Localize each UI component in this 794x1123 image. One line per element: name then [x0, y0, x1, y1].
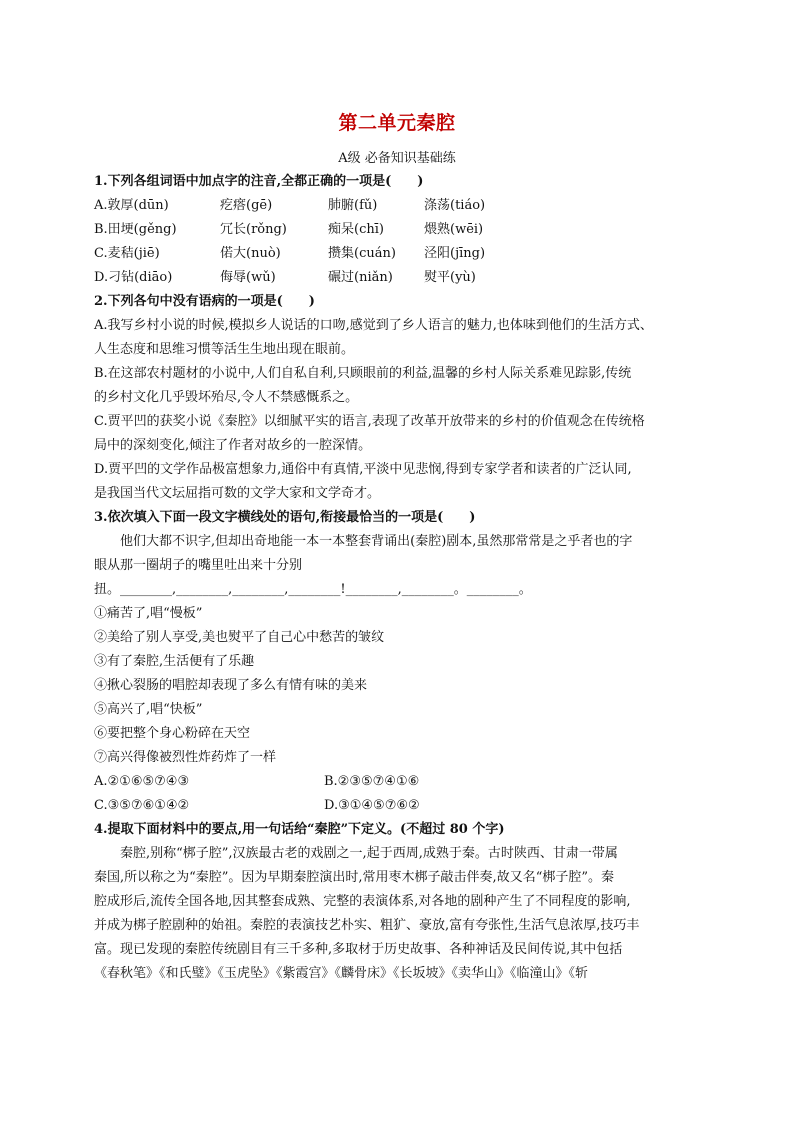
question-3-option-row — [94, 794, 704, 818]
question-3-option: C.③⑤⑦⑥①④② — [94, 798, 190, 813]
question-3-item: ④揪心裂肠的唱腔却表现了多么有情有味的美来 — [94, 678, 368, 693]
question-1-option-row — [94, 218, 704, 242]
option-word: 泾阳(jīng) — [424, 246, 486, 261]
option-word: C.麦秸(jiē) — [94, 246, 160, 261]
question-3-passage-line: 他们大都不识字,但却出奇地能一本一本整套背诵出(秦腔)剧本,虽然那常常是之乎者也的字 — [120, 534, 633, 549]
option-word: A.敦厚(dūn) — [94, 198, 169, 213]
question-4-passage-line: 富。现已发现的秦腔传统剧目有三千多种,多取材于历史故事、各种神话及民间传说,其中包括 — [94, 942, 623, 957]
question-2-line: 人生态度和思维习惯等活生生地出现在眼前。 — [94, 342, 355, 357]
option-word: D.刁钻(diāo) — [94, 270, 173, 285]
question-3-passage-line: 眼从那一圈胡子的嘴里吐出来十分别 — [94, 558, 303, 573]
document-content — [94, 170, 704, 986]
question-4-passage-line: 腔成形后,流传全国各地,因其整套成熟、完整的表演体系,对各地的剧种产生了不同程度的影响, — [94, 894, 631, 909]
question-3-item: ③有了秦腔,生活便有了乐趣 — [94, 654, 255, 669]
question-3-stem: 3.依次填入下面一段文字横线处的语句,衔接最恰当的一项是( ) — [94, 510, 476, 525]
question-2-stem: 2.下列各句中没有语病的一项是( ) — [94, 294, 315, 309]
question-3-blanks-line: 扭。________,________,________,________!________,________。________。 — [94, 582, 532, 597]
option-word: 煨熟(wēi) — [424, 222, 484, 237]
question-2-line: 局中的深刻变化,倾注了作者对故乡的一腔深情。 — [94, 438, 372, 453]
question-3-option: A.②①⑥⑤⑦④③ — [94, 774, 190, 789]
question-3-item: ⑦高兴得像被烈性炸药炸了一样 — [94, 750, 277, 765]
question-4-passage-line: 秦腔,别称“梆子腔”,汉族最古老的戏剧之一,起于西周,成熟于秦。古时陕西、甘肃一带属 — [120, 846, 618, 861]
question-2-line: C.贾平凹的获奖小说《秦腔》以细腻平实的语言,表现了改革开放带来的乡村的价值观念在传统格 — [94, 414, 645, 429]
section-subtitle: A级 必备知识基础练 — [338, 151, 456, 166]
question-2-line: 是我国当代文坛屈指可数的文学大家和文学奇才。 — [94, 486, 381, 501]
question-2-line: 的乡村文化几乎毁坏殆尽,令人不禁感慨系之。 — [94, 390, 359, 405]
option-word: 肺腑(fǔ) — [328, 198, 378, 213]
option-word: 攒集(cuán) — [328, 246, 396, 261]
question-2-line: B.在这部农村题材的小说中,人们自私自利,只顾眼前的利益,温馨的乡村人际关系难见踪影,传统 — [94, 366, 632, 381]
question-4-passage-line: 并成为梆子腔剧种的始祖。秦腔的表演技艺朴实、粗犷、豪放,富有夸张性,生活气息浓厚,技巧丰 — [94, 918, 640, 933]
question-3-option-row — [94, 770, 704, 794]
option-word: 熨平(yù) — [424, 270, 476, 285]
question-3-item: ①痛苦了,唱“慢板” — [94, 606, 203, 621]
option-word: 冗长(rǒng) — [220, 222, 287, 237]
question-3-item: ⑥要把整个身心粉碎在天空 — [94, 726, 251, 741]
question-1-stem: 1.下列各组词语中加点字的注音,全都正确的一项是( ) — [94, 174, 424, 189]
question-1-option-row — [94, 242, 704, 266]
question-4-stem: 4.提取下面材料中的要点,用一句话给“秦腔”下定义。(不超过 80 个字) — [94, 822, 505, 837]
question-3-item: ②美给了别人享受,美也熨平了自己心中愁苦的皱纹 — [94, 630, 385, 645]
option-word: 涤荡(tiáo) — [424, 198, 486, 213]
option-word: B.田埂(gěng) — [94, 222, 177, 237]
question-1-option-row — [94, 266, 704, 290]
option-word: 痴呆(chī) — [328, 222, 384, 237]
page-title: 第二单元秦腔 — [338, 112, 456, 134]
question-2-line: A.我写乡村小说的时候,模拟乡人说话的口吻,感觉到了乡人语言的魅力,也体味到他们的生活方式、 — [94, 318, 653, 333]
option-word: 碾过(niǎn) — [328, 270, 393, 285]
question-1-option-row — [94, 194, 704, 218]
question-2-line: D.贾平凹的文学作品极富想象力,通俗中有真情,平淡中见悲悯,得到专家学者和读者的广泛认同, — [94, 462, 632, 477]
question-3-option: B.②③⑤⑦④①⑥ — [324, 774, 420, 789]
option-word: 疙瘩(gē) — [220, 198, 273, 213]
option-word: 侮辱(wǔ) — [220, 270, 276, 285]
question-4-passage-line: 《春秋笔》《和氏璧》《玉虎坠》《紫霞宫》《麟骨床》《长坂坡》《卖华山》《临潼山》《斩 — [94, 966, 589, 981]
option-word: 偌大(nuò) — [220, 246, 281, 261]
question-3-option: D.③①④⑤⑦⑥② — [324, 798, 420, 813]
question-3-item: ⑤高兴了,唱“快板” — [94, 702, 203, 717]
question-4-passage-line: 秦国,所以称之为“秦腔”。因为早期秦腔演出时,常用枣木梆子敲击伴奏,故又名“梆子腔”。秦 — [94, 870, 614, 885]
